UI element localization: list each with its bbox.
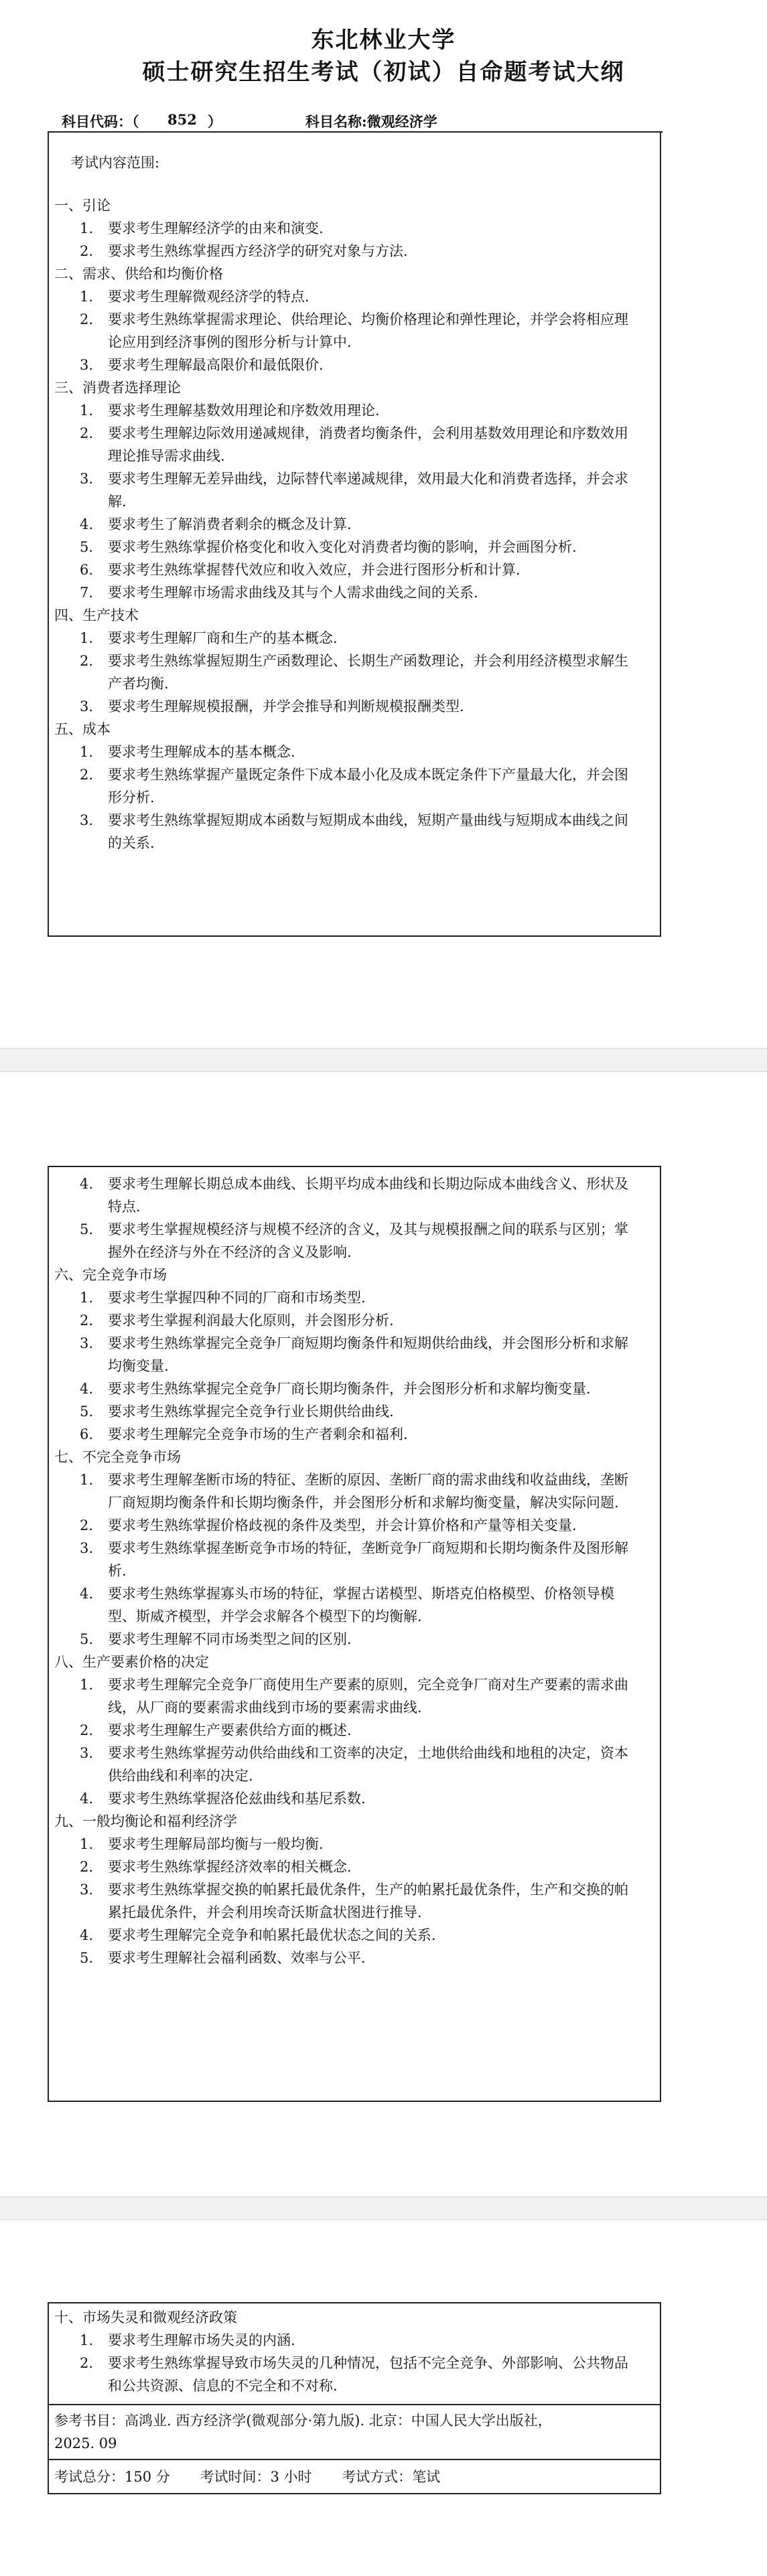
list-item: 1. 要求考生理解垄断市场的特征、垄断的原因、垄断厂商的需求曲线和收益曲线，垄断厂商短期均衡条件和长期均衡条件，并会图形分析和求解均衡变量，解决实际问题. (80, 1472, 628, 1511)
subject-name: 科目名称:微观经济学 (305, 113, 437, 130)
section-title: 九、一般均衡论和福利经济学 (54, 1813, 237, 1829)
section-title: 五、成本 (54, 721, 111, 737)
content-box-2 (48, 1166, 661, 2102)
references-line-1: 参考书目：高鸿业. 西方经济学(微观部分·第九版). 北京：中国人民大学出版社， (54, 2413, 552, 2429)
list-item: 2. 要求考生熟练掌握产量既定条件下成本最小化及成本既定条件下产量最大化，并会图形分析. (80, 767, 628, 806)
list-item: 2. 要求考生熟练掌握价格歧视的条件及类型，并会计算价格和产量等相关变量. (80, 1517, 577, 1533)
content-block-1 (49, 151, 660, 854)
list-item: 3. 要求考生理解无差异曲线，边际替代率递减规律，效用最大化和消费者选择，并会求解. (80, 471, 628, 510)
list-item: 2. 要求考生理解边际效用递减规律，消费者均衡条件，会利用基数效用理论和序数效用理论推导需求曲线. (80, 425, 628, 464)
list-item: 2. 要求考生熟练掌握经济效率的相关概念. (80, 1859, 352, 1875)
list-item: 5. 要求考生理解不同市场类型之间的区别. (80, 1631, 352, 1647)
list-item: 1. 要求考生掌握四种不同的厂商和市场类型. (80, 1290, 366, 1306)
page-gap-2 (0, 2196, 767, 2220)
subject-code-close: ） (208, 113, 222, 130)
section-title: 十、市场失灵和微观经济政策 (54, 2309, 237, 2326)
exam-total-score: 考试总分：150 分 (54, 2469, 170, 2485)
list-item: 1. 要求考生理解成本的基本概念. (80, 744, 295, 760)
page-2 (0, 1072, 767, 2196)
list-item: 2. 要求考生熟练掌握需求理论、供给理论、均衡价格理论和弹性理论，并学会将相应理论应用到经济事例的图形分析与计算中. (80, 311, 628, 350)
page-1 (0, 0, 767, 1048)
list-item: 2. 要求考生熟练掌握西方经济学的研究对象与方法. (80, 243, 408, 259)
section-title: 二、需求、供给和均衡价格 (54, 266, 223, 282)
list-item: 2. 要求考生理解生产要素供给方面的概述. (80, 1722, 352, 1738)
section-title: 八、生产要素价格的决定 (54, 1654, 209, 1670)
list-item: 3. 要求考生熟练掌握短期成本函数与短期成本曲线，短期产量曲线与短期成本曲线之间的关系. (80, 812, 628, 851)
content-box-1 (48, 131, 661, 937)
section-title: 一、引论 (54, 198, 111, 214)
list-item: 3. 要求考生熟练掌握交换的帕累托最优条件，生产的帕累托最优条件，生产和交换的帕累托最优条件，并会利用埃奇沃斯盒状图进行推导. (80, 1882, 628, 1920)
list-item: 1. 要求考生理解经济学的由来和演变. (80, 220, 324, 236)
list-item: 1. 要求考生理解厂商和生产的基本概念. (80, 630, 338, 646)
list-item: 1. 要求考生理解市场失灵的内涵. (80, 2332, 295, 2348)
list-item: 2. 要求考生熟练掌握导致市场失灵的几种情况，包括不完全竞争、外部影响、公共物品和公共资源、信息的不完全和不对称. (80, 2355, 628, 2394)
list-item: 2. 要求考生熟练掌握短期生产函数理论、长期生产函数理论，并会利用经济模型求解生产者均衡. (80, 653, 628, 692)
references-line-2: 2025. 09 (54, 2435, 117, 2451)
list-item: 1. 要求考生理解局部均衡与一般均衡. (80, 1836, 324, 1852)
list-item: 7. 要求考生理解市场需求曲线及其与个人需求曲线之间的关系. (80, 585, 478, 601)
section-title: 三、消费者选择理论 (54, 380, 181, 396)
subject-code-label: 科目代码：（ (62, 113, 139, 130)
content-box-3 (48, 2302, 661, 2494)
exam-time: 考试时间：3 小时 (200, 2469, 312, 2485)
content-block-2 (49, 1172, 660, 1969)
exam-info (49, 2466, 660, 2488)
list-item: 6. 要求考生理解完全竞争市场的生产者剩余和福利. (80, 1426, 408, 1442)
list-item: 1. 要求考生理解完全竞争厂商使用生产要素的原则，完全竞争厂商对生产要素的需求曲线，从厂商的要素需求曲线到市场的要素需求曲线. (80, 1677, 628, 1716)
content-block-3 (49, 2306, 660, 2397)
list-item: 5. 要求考生理解社会福利函数、效率与公平. (80, 1950, 366, 1966)
section-title: 六、完全竞争市场 (54, 1267, 167, 1283)
divider (49, 2459, 660, 2460)
list-item: 5. 要求考生熟练掌握完全竞争行业长期供给曲线. (80, 1404, 394, 1420)
page-gap-1 (0, 1048, 767, 1072)
list-item: 1. 要求考生理解微观经济学的特点. (80, 289, 309, 305)
list-item: 4. 要求考生理解完全竞争和帕累托最优状态之间的关系. (80, 1927, 436, 1943)
subject-code-value: 852 (167, 111, 197, 128)
exam-mode: 考试方式：笔试 (342, 2469, 441, 2485)
divider (49, 2404, 660, 2405)
list-item: 3. 要求考生熟练掌握完全竞争厂商短期均衡条件和短期供给曲线，并会图形分析和求解均衡变量. (80, 1335, 628, 1374)
page-3 (0, 2220, 767, 2576)
list-item: 4. 要求考生熟练掌握洛伦兹曲线和基尼系数. (80, 1791, 366, 1807)
list-item: 4. 要求考生理解长期总成本曲线、长期平均成本曲线和长期边际成本曲线含义、形状及特点. (80, 1176, 628, 1215)
list-item: 4. 要求考生了解消费者剩余的概念及计算. (80, 516, 352, 532)
list-item: 6. 要求考生熟练掌握替代效应和收入效应，并会进行图形分析和计算. (80, 562, 520, 578)
list-item: 3. 要求考生理解最高限价和最低限价. (80, 357, 324, 373)
list-item: 4. 要求考生熟练掌握寡头市场的特征，掌握古诺模型、斯塔克伯格模型、价格领导模型、斯威齐模型，并学会求解各个模型下的均衡解. (80, 1586, 614, 1624)
list-item: 1. 要求考生理解基数效用理论和序数效用理论. (80, 402, 380, 419)
list-item: 5. 要求考生掌握规模经济与规模不经济的含义，及其与规模报酬之间的联系与区别；掌握外在经济与外在不经济的含义及影响. (80, 1221, 628, 1260)
list-item: 2. 要求考生掌握利润最大化原则，并会图形分析. (80, 1312, 394, 1329)
university-name: 东北林业大学 (311, 27, 456, 54)
section-title: 四、生产技术 (54, 607, 139, 623)
list-item: 3. 要求考生熟练掌握劳动供给曲线和工资率的决定，土地供给曲线和地租的决定，资本供给曲线和利率的决定. (80, 1745, 628, 1784)
document-title: 硕士研究生招生考试（初试）自命题考试大纲 (142, 59, 625, 86)
section-title: 七、不完全竞争市场 (54, 1449, 181, 1465)
list-item: 4. 要求考生熟练掌握完全竞争厂商长期均衡条件，并会图形分析和求解均衡变量. (80, 1381, 591, 1397)
intro-text: 考试内容范围: (70, 155, 160, 171)
list-item: 3. 要求考生熟练掌握垄断竞争市场的特征，垄断竞争厂商短期和长期均衡条件及图形解析. (80, 1540, 628, 1579)
list-item: 5. 要求考生熟练掌握价格变化和收入变化对消费者均衡的影响，并会画图分析. (80, 539, 577, 555)
list-item: 3. 要求考生理解规模报酬，并学会推导和判断规模报酬类型. (80, 698, 464, 714)
